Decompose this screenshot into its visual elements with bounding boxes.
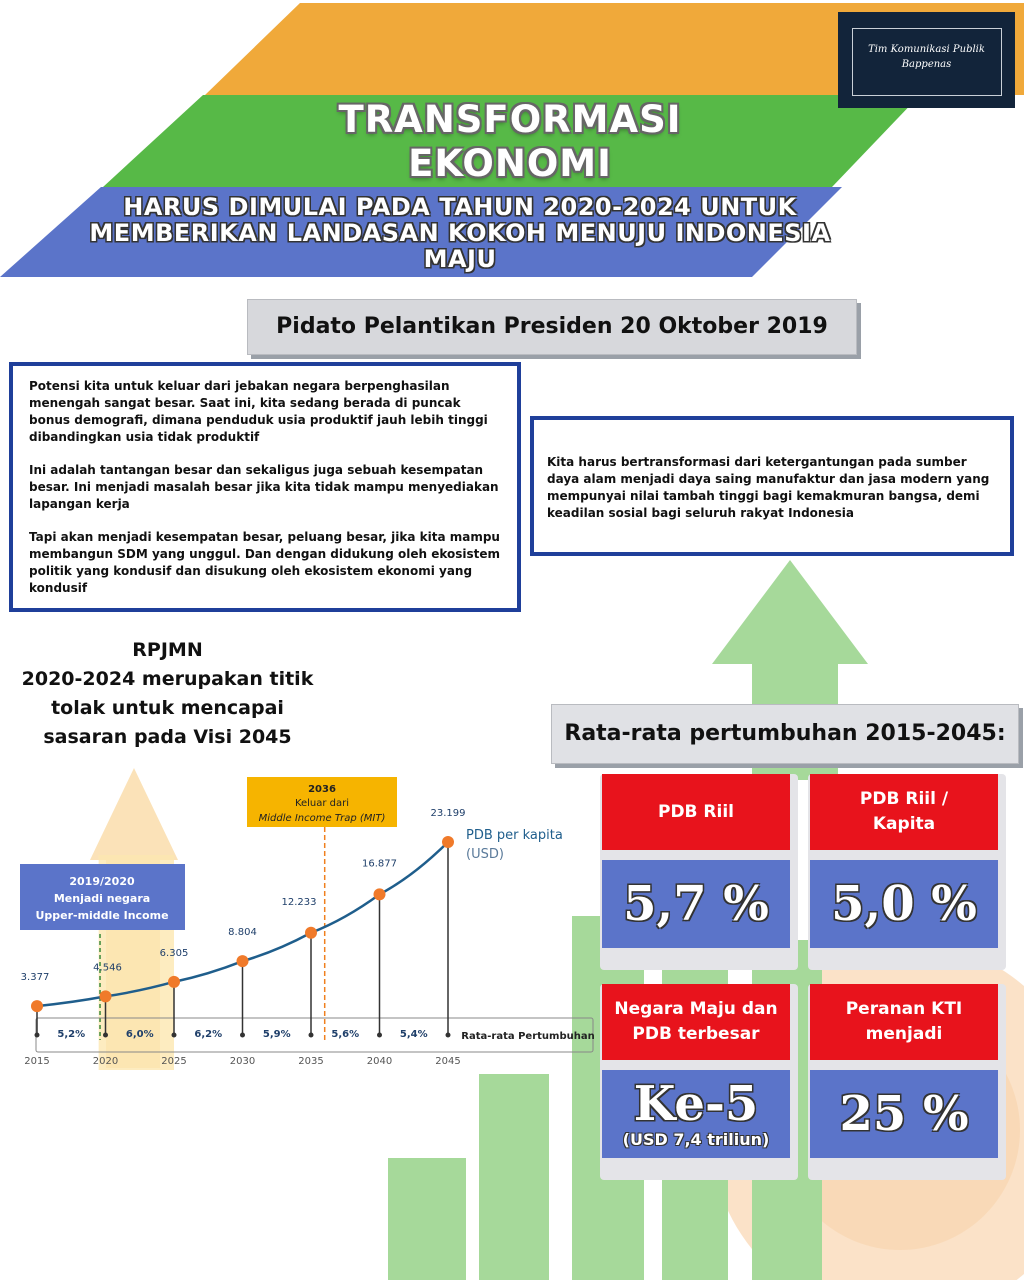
x-tick-label: 2035 bbox=[298, 1056, 324, 1067]
quote-box-right bbox=[530, 416, 1014, 556]
data-label: 4.546 bbox=[93, 962, 122, 974]
rpjmn-title: RPJMN bbox=[132, 639, 203, 661]
data-label: 6.305 bbox=[159, 947, 189, 959]
x-tick-label: 2015 bbox=[24, 1056, 50, 1067]
data-point bbox=[305, 927, 317, 939]
card-peranan-kti bbox=[808, 984, 1006, 1180]
quote-paragraph: Kita harus bertransformasi dari ketergantungan pada sumber daya alam menjadi daya saing manufaktur dan jasa modern yang mempunyai nilai tambah tinggi bagi kemakmuran bangsa, demi keadilan sosial bagi seluruh rakyat Indonesia bbox=[547, 455, 990, 520]
quote-paragraph: Potensi kita untuk keluar dari jebakan negara berpenghasilan menengah sangat besar. Saat ini, kita sedang berada di puncak bonus demografi, dimana penduduk usia produktif jauh lebih tinggi dibandingkan usia tidak produktif bbox=[29, 379, 488, 444]
data-point bbox=[374, 888, 386, 900]
data-point bbox=[100, 990, 112, 1002]
card-label: Peranan KTI menjadi bbox=[845, 999, 963, 1044]
growth-row-label: Rata-rata Pertumbuhan bbox=[461, 1031, 595, 1042]
growth-rate-label: 6,0% bbox=[125, 1029, 154, 1040]
legend-unit: (USD) bbox=[466, 847, 504, 862]
annotation-2036-line2: Middle Income Trap (MIT) bbox=[258, 813, 386, 824]
data-point bbox=[31, 1000, 43, 1012]
card-label: Negara Maju dan PDB terbesar bbox=[614, 999, 778, 1044]
credit-text: Tim Komunikasi Publik Bappenas bbox=[868, 44, 985, 70]
growth-rate-label: 5,9% bbox=[262, 1029, 291, 1040]
annotation-2019-line: 2019/2020 bbox=[69, 875, 135, 888]
quote-box-left bbox=[9, 362, 521, 612]
growth-title-banner bbox=[551, 704, 1019, 764]
annotation-2019-line: Menjadi negara bbox=[53, 892, 151, 905]
card-label: PDB Riil bbox=[657, 801, 735, 822]
stem-base-dot bbox=[446, 1033, 451, 1038]
stem-base-dot bbox=[377, 1033, 382, 1038]
growth-title: Rata-rata pertumbuhan 2015-2045: bbox=[564, 721, 1006, 746]
growth-rate-label: 5,4% bbox=[399, 1029, 428, 1040]
x-tick-label: 2045 bbox=[435, 1056, 461, 1067]
card-value: Ke-5 bbox=[633, 1076, 759, 1132]
stem-base-dot bbox=[309, 1033, 314, 1038]
data-label: 12.233 bbox=[281, 896, 317, 908]
data-point bbox=[168, 976, 180, 988]
annotation-2019-line: Upper-middle Income bbox=[35, 909, 169, 922]
page-subtitle: HARUS DIMULAI PADA TAHUN 2020-2024 UNTUK MEMBERIKAN LANDASAN KOKOH MENUJU INDONESIA MAJU bbox=[89, 193, 831, 273]
credit-badge bbox=[838, 12, 1015, 108]
green-bar bbox=[479, 1074, 549, 1280]
rpjmn-description: 2020-2024 merupakan titik tolak untuk mencapai sasaran pada Visi 2045 bbox=[21, 668, 314, 748]
data-label: 23.199 bbox=[430, 808, 466, 819]
card-negara-maju bbox=[600, 984, 798, 1180]
card-pdb-riil bbox=[600, 774, 798, 970]
card-value: 25 % bbox=[839, 1086, 969, 1142]
annotation-2036-year: 2036 bbox=[308, 784, 336, 795]
data-label: 8.804 bbox=[228, 927, 257, 939]
x-tick-label: 2030 bbox=[229, 1056, 256, 1067]
card-pdb-per-capita bbox=[808, 774, 1006, 970]
x-tick-label: 2020 bbox=[92, 1056, 119, 1067]
data-point bbox=[442, 836, 454, 848]
legend-label: PDB per kapita bbox=[466, 828, 563, 843]
card-value: 5,0 % bbox=[831, 876, 977, 932]
speech-banner-text: Pidato Pelantikan Presiden 20 Oktober 2019 bbox=[276, 314, 828, 339]
growth-rate-label: 5,6% bbox=[331, 1029, 360, 1040]
growth-rate-label: 5,2% bbox=[57, 1029, 86, 1040]
data-point bbox=[237, 955, 249, 967]
x-tick-label: 2040 bbox=[366, 1056, 393, 1067]
rpjmn-text bbox=[20, 636, 315, 752]
data-label: 3.377 bbox=[20, 972, 50, 984]
speech-banner bbox=[247, 299, 857, 355]
green-bar bbox=[388, 1158, 466, 1280]
quote-paragraph: Ini adalah tantangan besar dan sekaligus juga sebuah kesempatan besar. Ini menjadi masalah besar jika kita tidak mampu menyediakan lapangan kerja bbox=[29, 463, 499, 511]
card-subvalue: (USD 7,4 triliun) bbox=[622, 1130, 770, 1149]
x-tick-label: 2025 bbox=[161, 1056, 187, 1067]
card-value: 5,7 % bbox=[623, 876, 769, 932]
stem-base-dot bbox=[172, 1033, 177, 1038]
stem-base-dot bbox=[240, 1033, 245, 1038]
page-title: TRANSFORMASI EKONOMI bbox=[338, 98, 682, 185]
quote-paragraph: Tapi akan menjadi kesempatan besar, peluang besar, jika kita mampu membangun SDM yang unggul. Dan dengan didukung oleh ekosistem politik yang kondusif dan disukung oleh ekosistem ekonomi yang kondusif bbox=[29, 530, 501, 595]
card-label: PDB Riil / Kapita bbox=[859, 789, 949, 834]
gdp-per-capita-chart bbox=[0, 760, 600, 1080]
stem-base-dot bbox=[35, 1033, 40, 1038]
annotation-2036-line1: Keluar dari bbox=[294, 798, 350, 809]
data-label: 16.877 bbox=[362, 858, 397, 870]
stem-base-dot bbox=[103, 1033, 108, 1038]
growth-rate-label: 6,2% bbox=[194, 1029, 223, 1040]
